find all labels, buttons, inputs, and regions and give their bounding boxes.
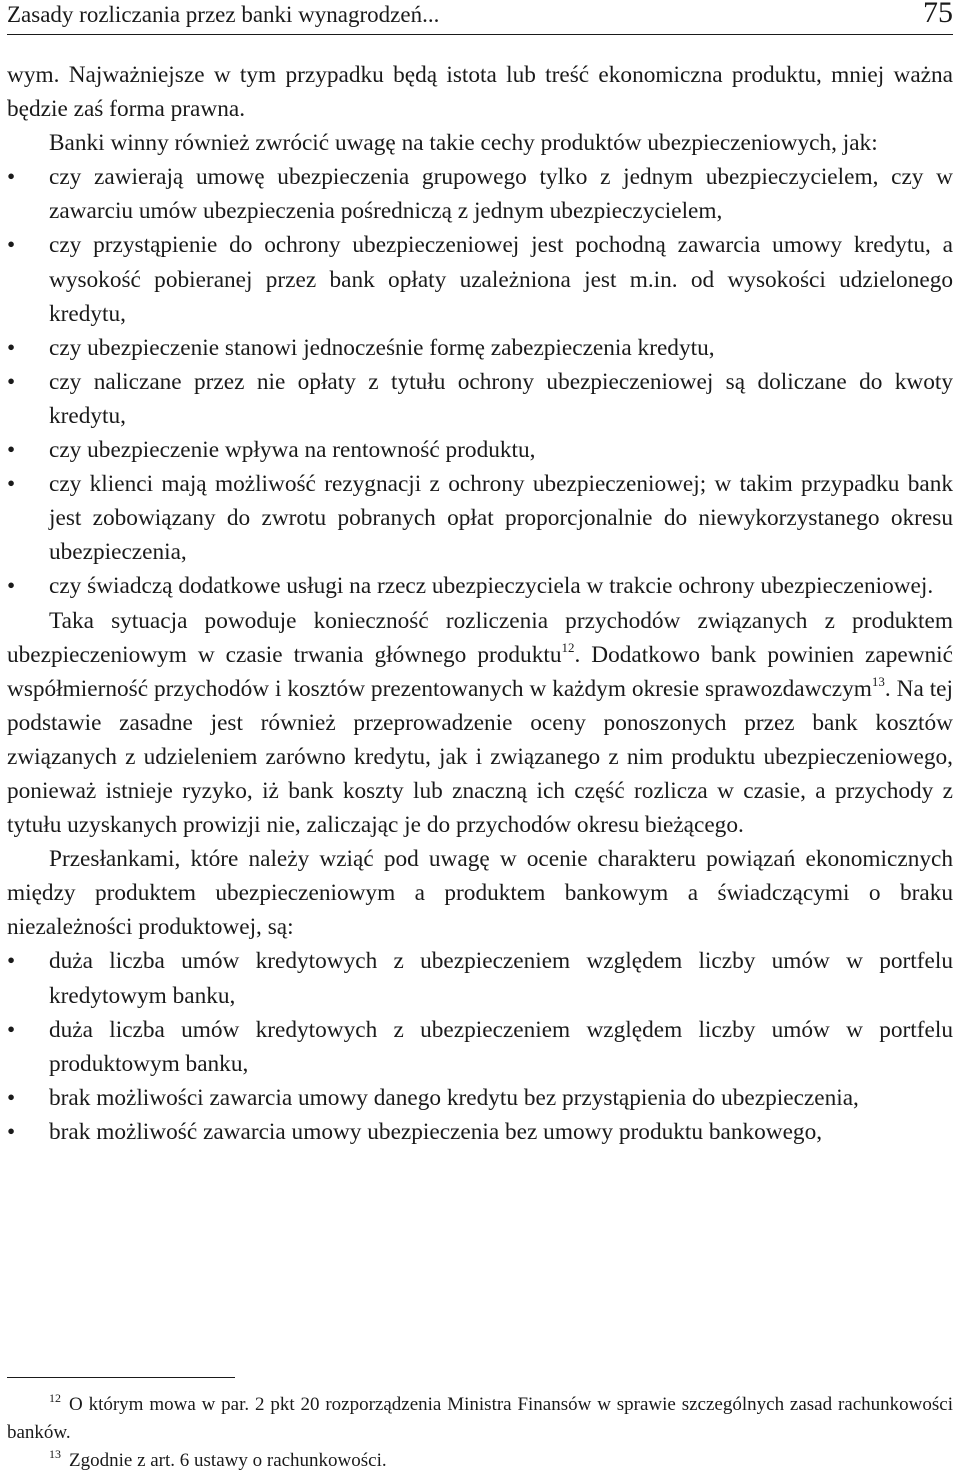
list-item: • duża liczba umów kredytowych z ubezpieczeniem względem liczby umów w portfelu kredytowym banku, <box>7 944 953 1012</box>
paragraph-continuation: wym. Najważniejsze w tym przypadku będą istota lub treść ekonomiczna produktu, mniej ważna będzie zaś forma prawna. <box>7 62 953 123</box>
body-text <box>7 58 953 1149</box>
list-item: • czy ubezpieczenie wpływa na rentowność produktu, <box>7 433 953 467</box>
footnote-13: $^{13}$ Zgodnie z art. 6 ustawy o rachunkowości. <box>49 1447 387 1471</box>
list-item: • duża liczba umów kredytowych z ubezpieczeniem względem liczby umów w portfelu produktowym banku, <box>7 1013 953 1081</box>
list-item: • czy klienci mają możliwość rezygnacji z ochrony ubezpieczeniowej; w takim przypadku bank jest zobowiązany do zwrotu pobranych opłat proporcjonalnie do niewykorzystanego okresu ubezpieczenia, <box>7 467 953 569</box>
list-item: • brak możliwości zawarcia umowy danego kredytu bez przystąpienia do ubezpieczenia, <box>7 1081 953 1115</box>
bullet-icon: • <box>7 1118 16 1145</box>
bullet-icon: • <box>7 573 16 600</box>
footnote-separator <box>7 1377 235 1378</box>
bullet-icon: • <box>7 471 16 498</box>
bullet-icon: • <box>7 437 16 464</box>
footnote-12: $^{12}$ O którym mowa w par. 2 pkt 20 rozporządzenia Ministra Finansów w sprawie szczególnych zasad rachunkowości banków. <box>7 1391 953 1443</box>
page-header <box>7 0 953 35</box>
features-list <box>7 160 953 603</box>
bullet-icon: • <box>7 948 16 975</box>
list-item: • czy naliczane przez nie opłaty z tytułu ochrony ubezpieczeniowej są doliczane do kwoty kredytu, <box>7 365 953 433</box>
paragraph-revenue-settlement: Taka sytuacja powoduje konieczność rozliczenia przychodów związanych z produktem ubezpieczeniowym w czasie trwania głównego produktu$^{12}$. Dodatkowo bank powinien zapewnić współmierność przychodów i kosztów prezentowanych w każdym okresie sprawozdawczym$^{13}$. Na tej podstawie zasadne jest również przeprowadzenie oceny ponoszonych przez bank kosztów związanych z udzieleniem zarówno kredytu, jak i związanego z nim produktu ubezpieczeniowego, ponieważ istnieje ryzyko, iż bank koszty lub znaczną ich część rozlicza w czasie, a przychody z tytułu uzyskanych prowizji nie, zaliczając je do przychodów okresu bieżącego. <box>7 607 953 839</box>
footnote-marker: 12 <box>49 1391 61 1405</box>
paragraph-premises-intro: Przesłankami, które należy wziąć pod uwagę w ocenie charakteru powiązań ekonomicznych między produktem ubezpieczeniowym a produktem bankowym a świadczącymi o braku niezależności produktowej, są: <box>7 846 953 941</box>
bullet-icon: • <box>7 1084 16 1111</box>
bullet-icon: • <box>7 1016 16 1043</box>
footnote-ref-13[interactable]: 13 <box>871 673 885 689</box>
list-item: • czy świadczą dodatkowe usługi na rzecz ubezpieczyciela w trakcie ochrony ubezpieczeniowej. <box>7 569 953 603</box>
footnote-marker: 13 <box>49 1447 61 1461</box>
bullet-icon: • <box>7 232 16 259</box>
paragraph-features-intro: Banki winny również zwrócić uwagę na takie cechy produktów ubezpieczeniowych, jak: <box>49 130 878 157</box>
footnotes <box>7 1391 953 1475</box>
bullet-icon: • <box>7 164 16 191</box>
list-item: • czy zawierają umowę ubezpieczenia grupowego tylko z jednym ubezpieczycielem, czy w zawarciu umów ubezpieczenia pośredniczą z jednym ubezpieczycielem, <box>7 160 953 228</box>
bullet-icon: • <box>7 334 16 361</box>
list-item: • czy przystąpienie do ochrony ubezpieczeniowej jest pochodną zawarcia umowy kredytu, a wysokość pobieranej przez bank opłaty uzależniona jest m.in. od wysokości udzielonego kredytu, <box>7 228 953 330</box>
list-item: • brak możliwość zawarcia umowy ubezpieczenia bez umowy produktu bankowego, <box>7 1115 953 1149</box>
bullet-icon: • <box>7 368 16 395</box>
page-number: 75 <box>923 0 953 29</box>
footnote-ref-12[interactable]: 12 <box>561 639 575 655</box>
premises-list <box>7 944 953 1149</box>
running-title: Zasady rozliczania przez banki wynagrodzeń... <box>7 2 440 27</box>
list-item: • czy ubezpieczenie stanowi jednocześnie formę zabezpieczenia kredytu, <box>7 331 953 365</box>
